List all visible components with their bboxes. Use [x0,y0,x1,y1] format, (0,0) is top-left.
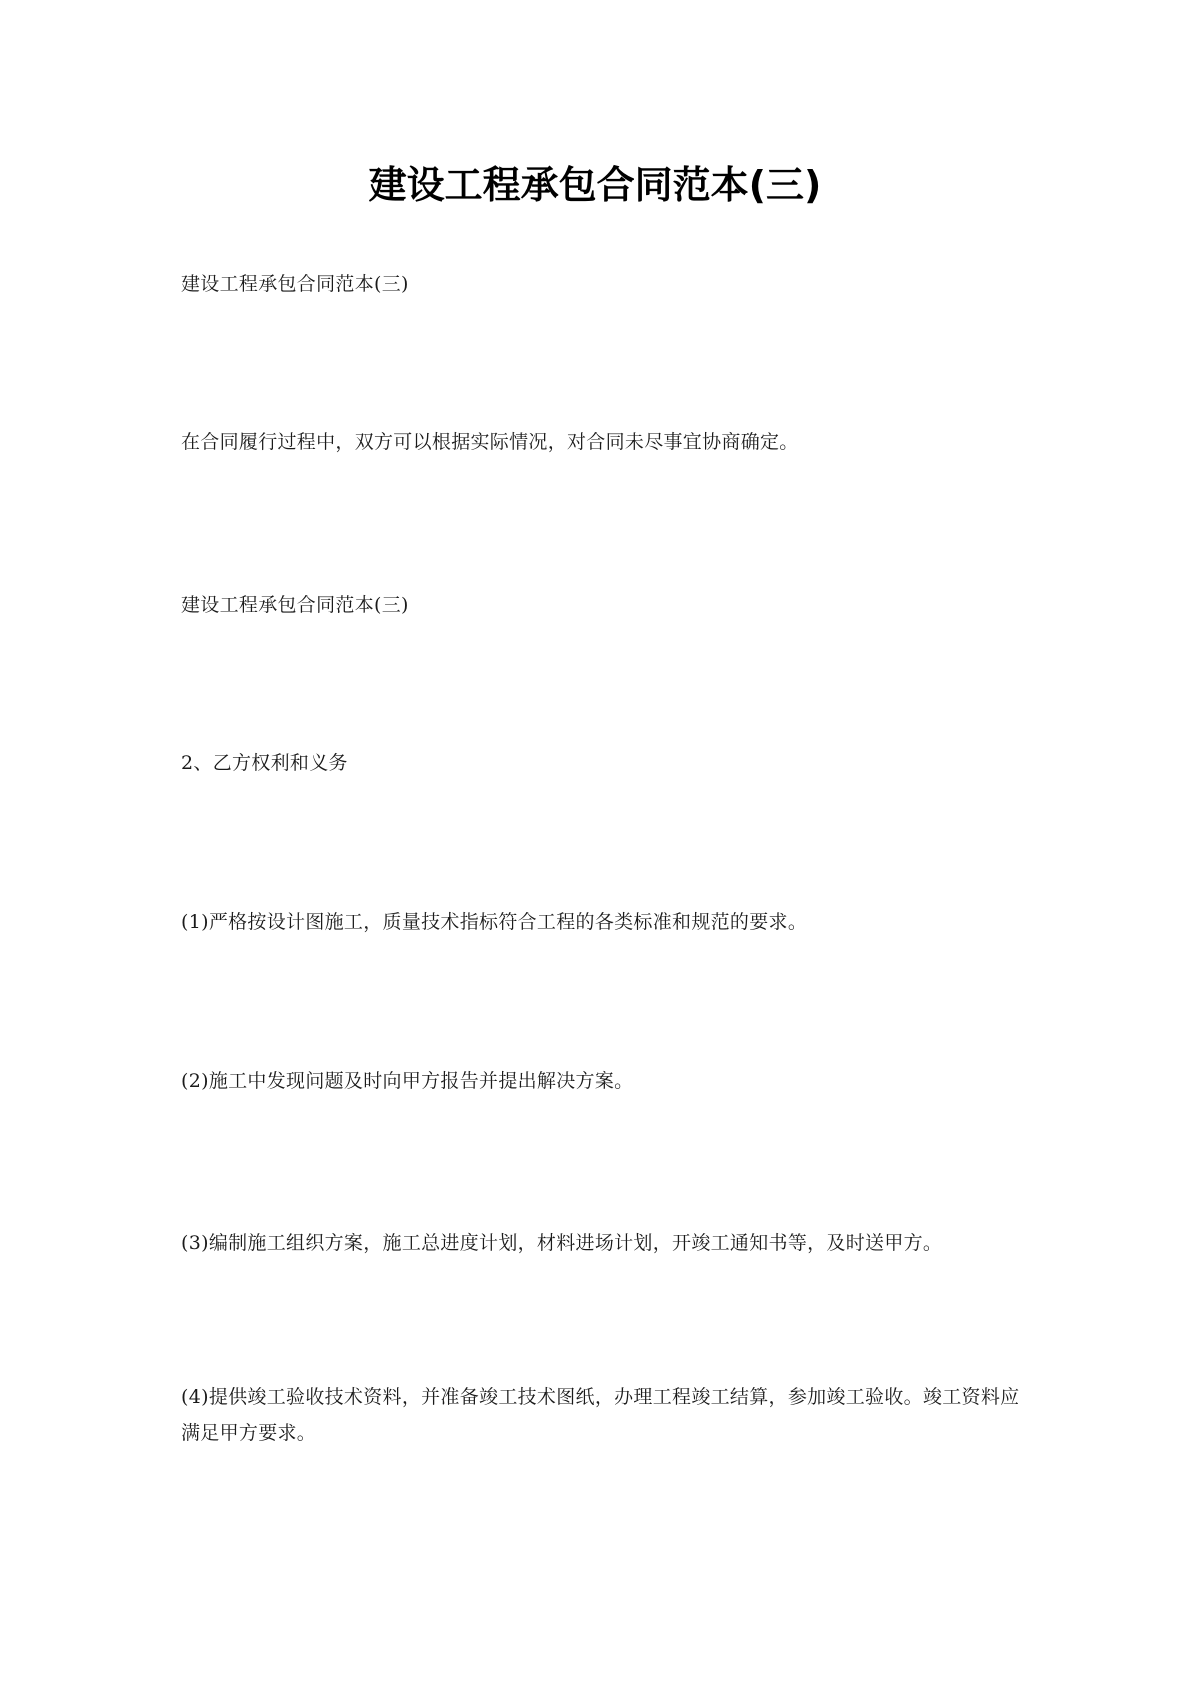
document-title: 建设工程承包合同范本(三) [368,163,822,207]
section-heading-party-b-rights: 2、乙方权利和义务 [181,752,348,774]
clause-2-issue-reporting: (2)施工中发现问题及时向甲方报告并提出解决方案。 [181,1070,634,1092]
clause-4-completion-acceptance: (4)提供竣工验收技术资料，并准备竣工技术图纸，办理工程竣工结算，参加竣工验收。竣工资料应满足甲方要求。 [181,1386,1020,1444]
paragraph-subtitle-repeat: 建设工程承包合同范本(三) [181,594,409,616]
clause-3-construction-plan: (3)编制施工组织方案，施工总进度计划，材料进场计划，开竣工通知书等，及时送甲方。 [181,1232,943,1254]
paragraph-subtitle: 建设工程承包合同范本(三) [181,273,409,295]
clause-1-construction-standards: (1)严格按设计图施工，质量技术指标符合工程的各类标准和规范的要求。 [181,911,808,933]
paragraph-negotiation-clause: 在合同履行过程中，双方可以根据实际情况，对合同未尽事宜协商确定。 [181,431,799,453]
